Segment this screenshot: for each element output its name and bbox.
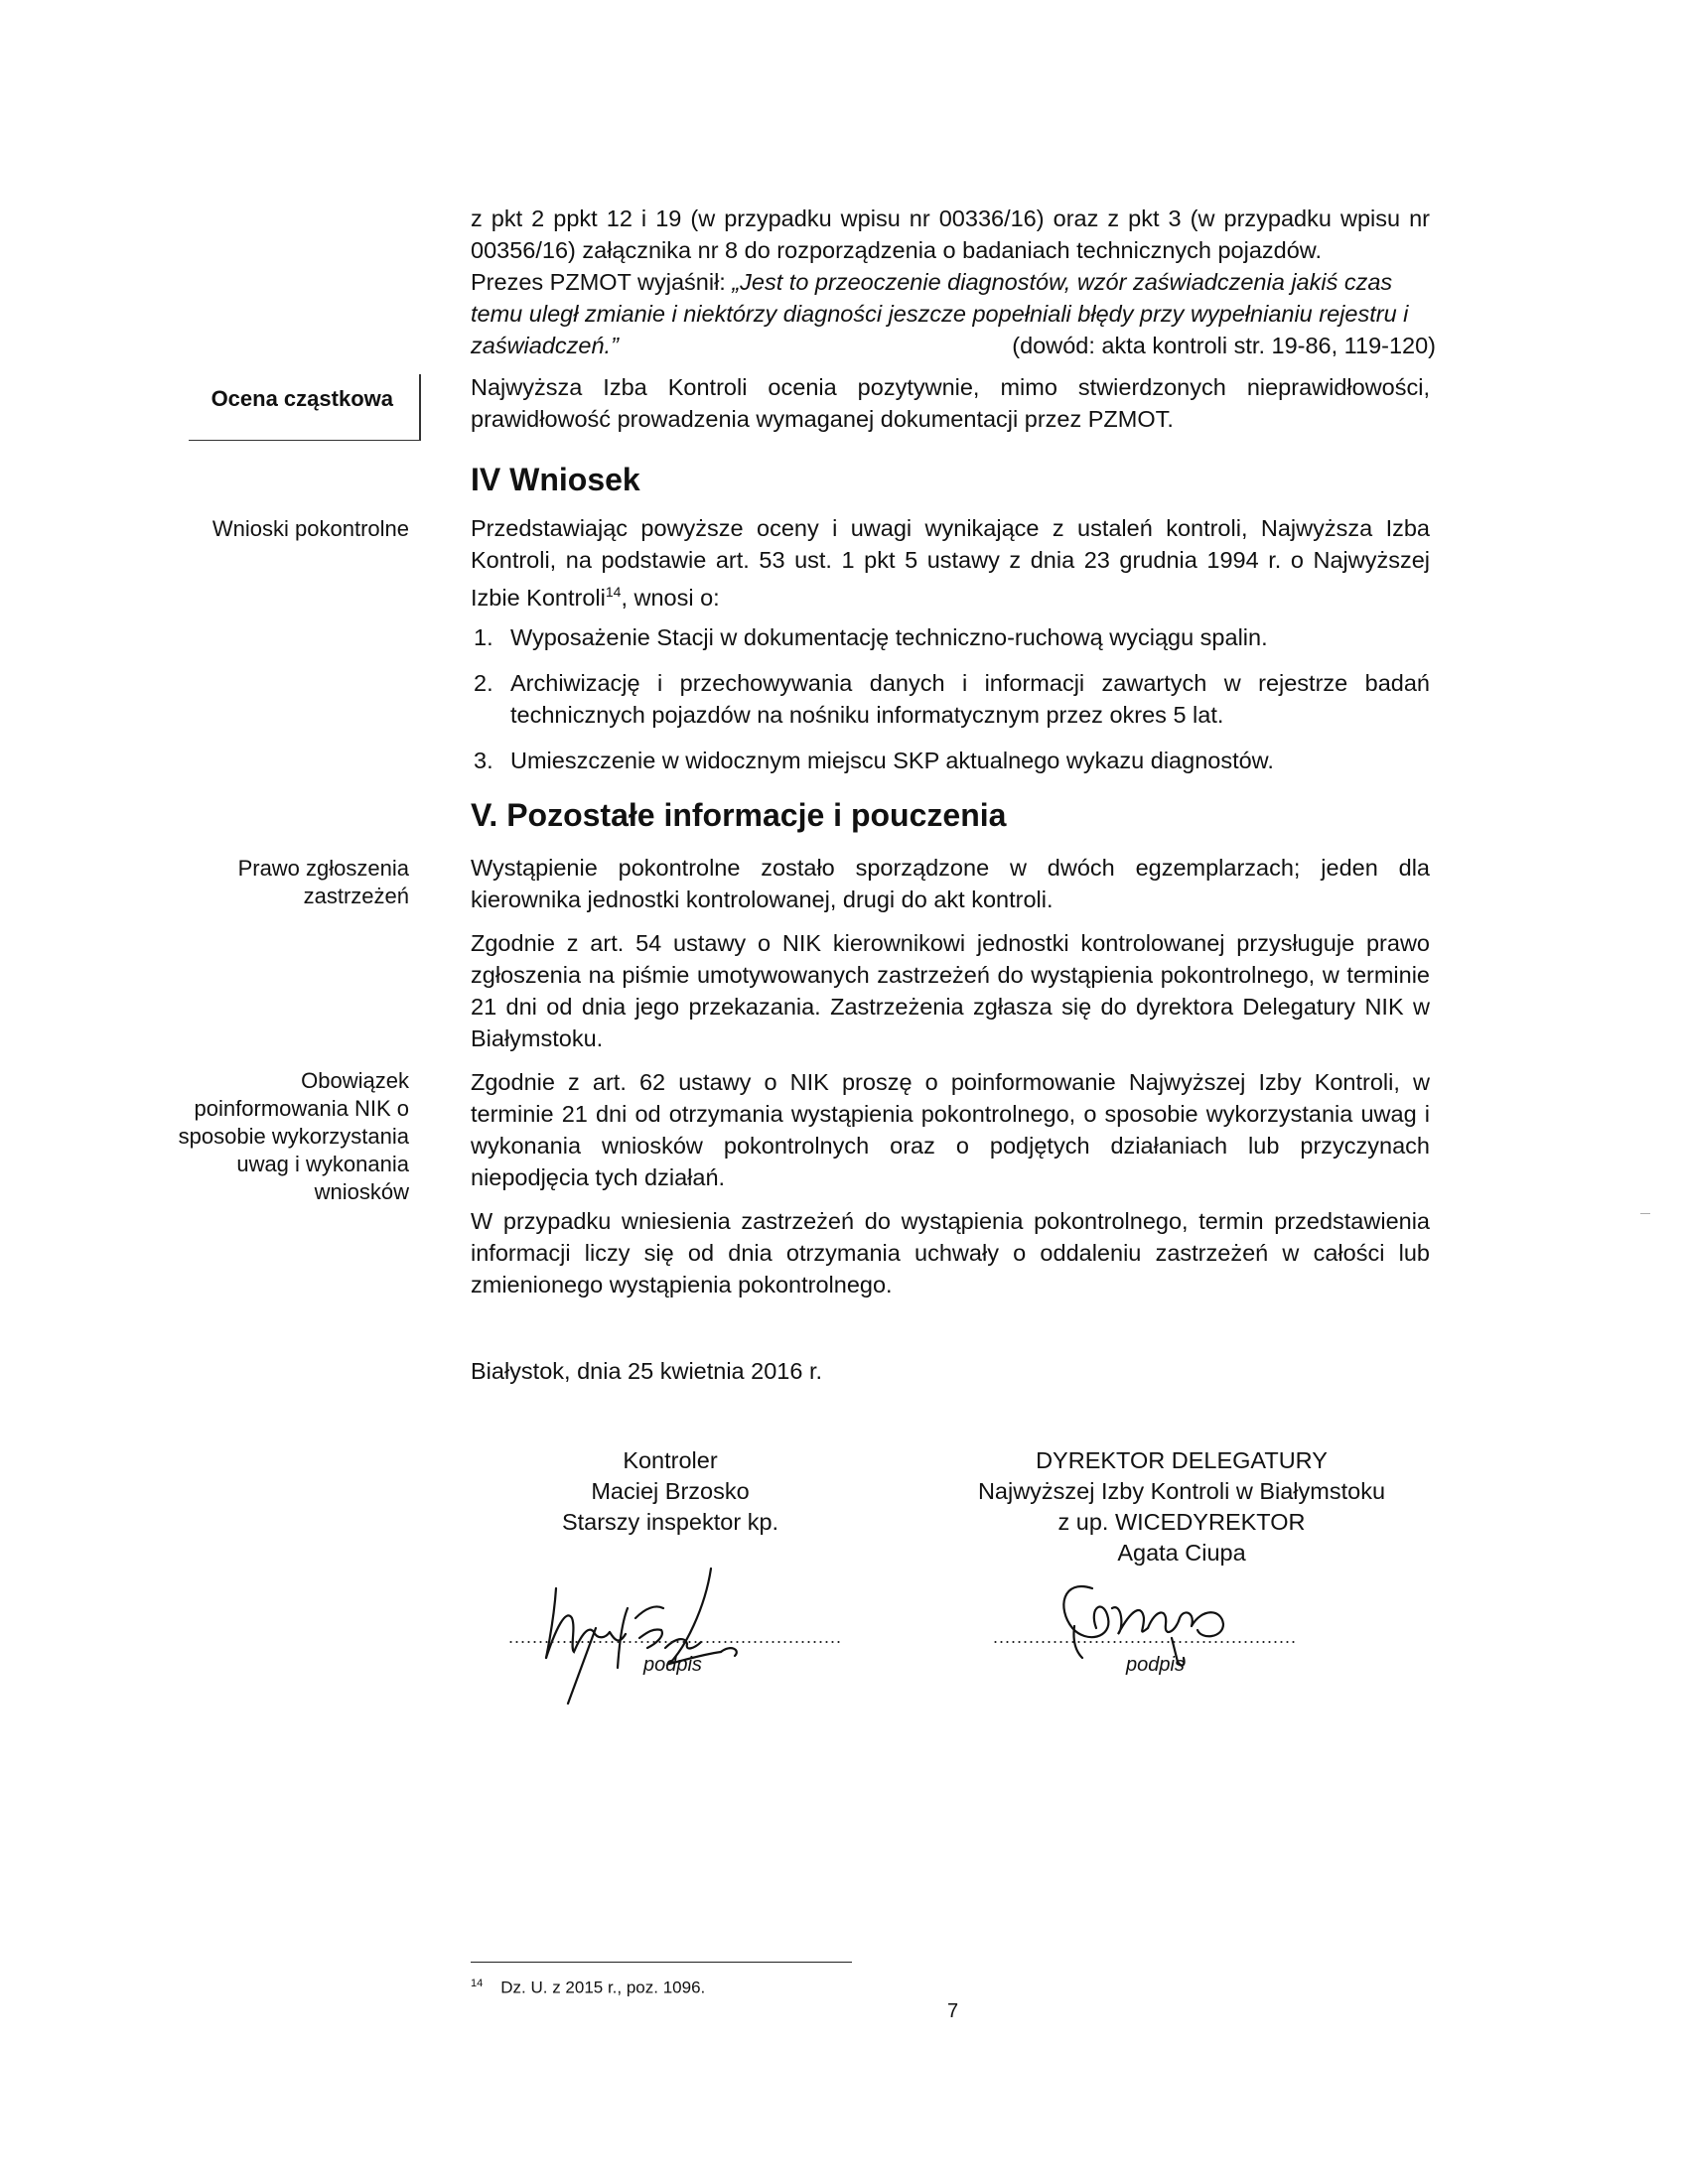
prezes-quote: „Jest to przeoczenie diagnostów, wzór zaświadczenia jakiś czas temu uległ zmianie i niektórzy diagności jeszcze popełniali błędy przy wypełnianiu rejestru i zaświadczeń.” [471,269,1409,358]
ocena-side-box [189,374,421,441]
section-v-p4-text: W przypadku wniesienia zastrzeżeń do wystąpienia pokontrolnego, termin przedstawienia informacji liczy się od dnia otrzymania uchwały o oddaleniu zastrzeżeń w całości lub zmienionego wystąpienia pokontrolnego. [471,1208,1430,1297]
signer-name: Maciej Brzosko [591,1478,750,1504]
ocena-paragraph [471,371,1430,435]
section-iv-intro [471,512,1430,614]
list-item-number: 1. [474,624,493,650]
signature-line-right: ................................................... [993,1627,1298,1647]
list-item [471,621,1430,653]
wnioski-list [471,621,1430,790]
section-iv-intro-text: Przedstawiając powyższe oceny i uwagi wynikające z ustaleń kontroli, Najwyższa Izba Kontroli, na podstawie art. 53 ust. 1 pkt 5 ustawy z dnia 23 grudnia 1994 r. o Najwyższej Izbie Kontroli [471,515,1430,611]
footnote-divider [471,1962,852,1963]
signature-block-left [536,1445,804,1538]
evidence-note: (dowód: akta kontroli str. 19-86, 119-120) [1012,333,1436,358]
section-v-p3-text: Zgodnie z art. 62 ustawy o NIK proszę o poinformowanie Najwyższej Izby Kontroli, w terminie 21 dni od otrzymania wystąpienia pokontrolnego, o sposobie wykorzystania uwag i wykonania wniosków pokontrolnych oraz o podjętych działaniach lub przyczynach niepodjęcia tych działań. [471,1069,1430,1190]
signer-institution: Najwyższej Izby Kontroli w Białymstoku [977,1478,1386,1504]
section-v-heading: V. Pozostałe informacje i pouczenia [471,797,1007,833]
footnote-text: Dz. U. z 2015 r., poz. 1096. [500,1978,706,1997]
section-v-p1 [471,852,1430,915]
list-item [471,745,1430,776]
obowiazek-side-label: Obowiązek poinformowania NIK o sposobie wykorzystania uwag i wykonania wniosków [178,1068,409,1204]
ocena-text: Najwyższa Izba Kontroli ocenia pozytywnie, mimo stwierdzonych nieprawidłowości, prawidłowość prowadzenia wymaganej dokumentacji przez PZMOT. [471,374,1430,432]
list-item-text: Umieszczenie w widocznym miejscu SKP aktualnego wykazu diagnostów. [510,748,1274,773]
footnote [471,1978,705,1998]
section-v-p2-text: Zgodnie z art. 54 ustawy o NIK kierownikowi jednostki kontrolowanej przysługuje prawo zgłoszenia na piśmie umotywowanych zastrzeżeń do wystąpienia pokontrolnego, w terminie 21 dni od dnia jego przekazania. Zastrzeżenia zgłasza się do dyrektora Delegatury NIK w Białymstoku. [471,930,1430,1051]
list-item-number: 2. [474,670,493,696]
list-item-number: 3. [474,748,493,773]
date-line: Białystok, dnia 25 kwietnia 2016 r. [471,1358,823,1384]
signer-role: DYREKTOR DELEGATURY [1036,1447,1328,1473]
page-number: 7 [947,2000,959,2022]
wnioski-side-label: Wnioski pokontrolne [211,516,409,541]
signer-title: z up. WICEDYREKTOR [1057,1509,1306,1535]
section-iv-intro-end: , wnosi o: [621,584,720,611]
scan-mark [1640,1213,1650,1214]
podpis-caption-right: podpis [1126,1654,1185,1676]
prezes-lead: Prezes PZMOT wyjaśnił: [471,269,733,295]
signer-name: Agata Ciupa [1117,1540,1246,1566]
section-v-p3 [471,1066,1430,1193]
list-item [471,667,1430,731]
signer-role: Kontroler [623,1447,718,1473]
ocena-side-label: Ocena cząstkowa [211,386,393,411]
signature-line-left: ........................................................ [508,1627,843,1647]
podpis-caption-left: podpis [643,1654,702,1676]
signer-title: Starszy inspektor kp. [561,1509,779,1535]
signature-block-right [933,1445,1430,1569]
intro-text: z pkt 2 ppkt 12 i 19 (w przypadku wpisu nr 00336/16) oraz z pkt 3 (w przypadku wpisu nr 00356/16) załącznika nr 8 do rozporządzenia o badaniach technicznych pojazdów. [471,205,1430,263]
list-item-text: Archiwizację i przechowywania danych i informacji zawartych w rejestrze badań technicznych pojazdów na nośniku informatycznym przez okres 5 lat. [510,670,1430,728]
footnote-ref: 14 [605,584,622,600]
section-iv-heading: IV Wniosek [471,462,640,497]
prawo-side-label: Prawo zgłoszenia zastrzeżeń [237,856,409,908]
footnote-marker: 14 [471,1978,484,1989]
section-v-p2 [471,927,1430,1054]
section-v-p4 [471,1205,1430,1300]
list-item-text: Wyposażenie Stacji w dokumentację techniczno-ruchową wyciągu spalin. [510,624,1268,650]
section-v-p1-text: Wystąpienie pokontrolne zostało sporządzone w dwóch egzemplarzach; jeden dla kierownika jednostki kontrolowanej, drugi do akt kontroli. [471,855,1430,912]
